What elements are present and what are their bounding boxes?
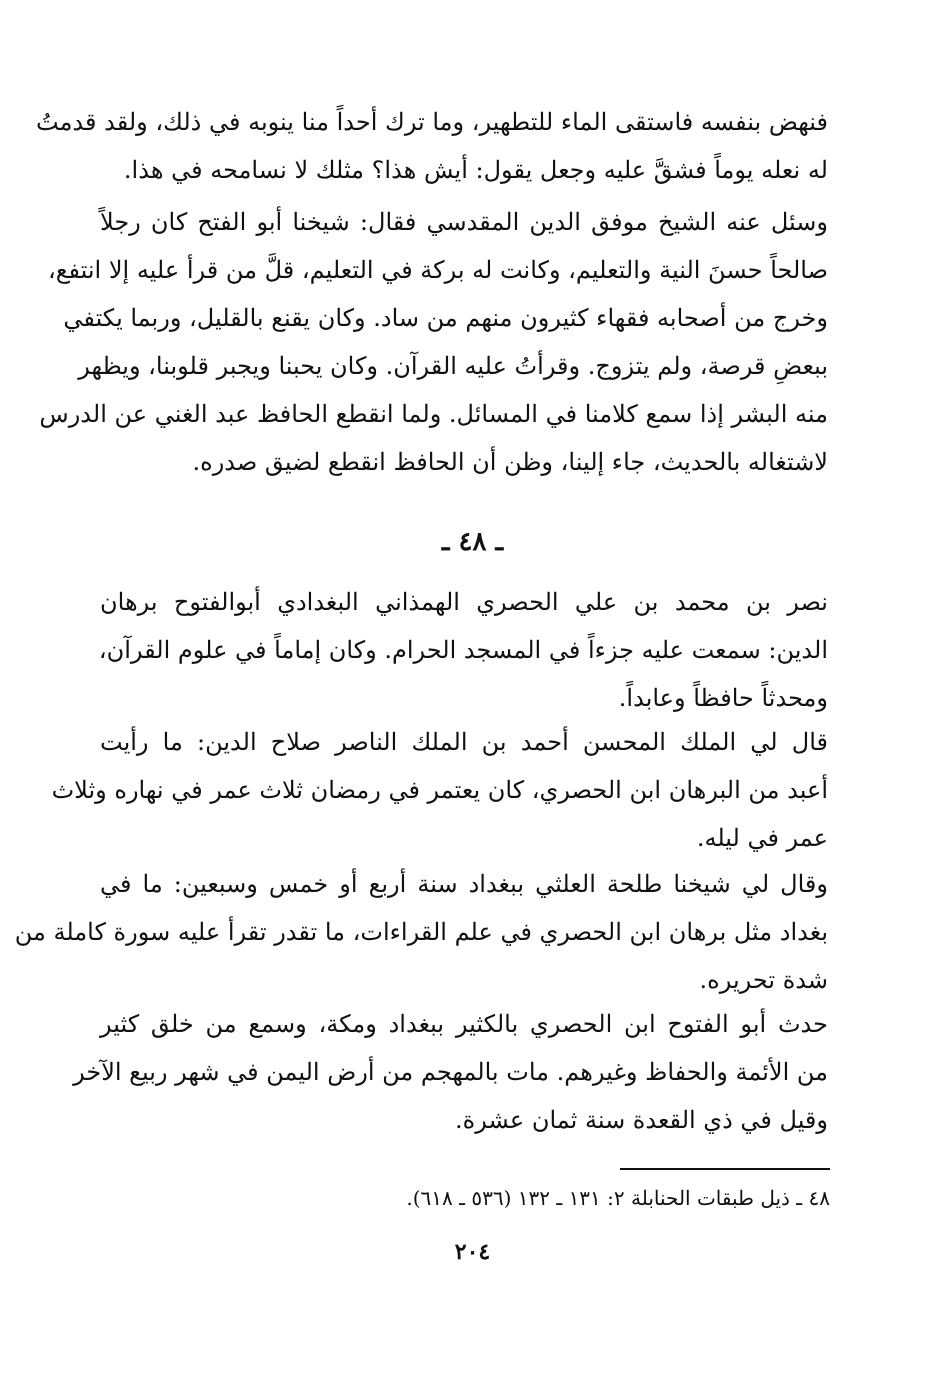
text-line: شدة تحريره. (699, 966, 828, 994)
footnote: ٤٨ ـ ذيل طبقات الحنابلة ٢: ١٣١ ـ ١٣٢ (٥٣٦ ـ ٦١٨). (406, 1186, 830, 1210)
text-line: صالحاً حسنَ النية والتعليم، وكانت له بركة في التعليم، قلَّ من قرأ عليه إلا انتفع، (47, 256, 828, 284)
text-line: من الأئمة والحفاظ وغيرهم. مات بالمهجم من أرض اليمن في شهر ربيع الآخر (73, 1058, 828, 1086)
footnote-divider (620, 1168, 830, 1170)
text-line: منه البشر إذا سمع كلامنا في المسائل. ولما انقطع الحافظ عبد الغني عن الدرس (39, 400, 828, 428)
text-line: وقال لي شيخنا طلحة العلثي ببغداد سنة أربع أو خمس وسبعين: ما في (100, 870, 828, 898)
text-line: ومحدثاً حافظاً وعابداً. (618, 684, 828, 712)
text-line: لاشتغاله بالحديث، جاء إلينا، وظن أن الحافظ انقطع لضيق صدره. (192, 448, 828, 476)
text-line: نصر بن محمد بن علي الحصري الهمذاني البغدادي أبوالفتوح برهان (100, 588, 828, 616)
text-line: فنهض بنفسه فاستقى الماء للتطهير، وما ترك أحداً منا ينوبه في ذلك، ولقد قدمتُ (36, 108, 828, 136)
entry-number-heading: ـ ٤٨ ـ (441, 527, 504, 557)
paragraph-entry-name (100, 578, 828, 722)
text-line: قال لي الملك المحسن أحمد بن الملك الناصر صلاح الدين: ما رأيت (100, 728, 828, 756)
text-line: عمر في ليله. (696, 824, 828, 852)
paragraph-muwaffaq-quote (39, 198, 828, 486)
text-line: بغداد مثل برهان ابن الحصري في علم القراءات، ما تقدر تقرأ عليه سورة كاملة من (14, 918, 828, 946)
paragraph-continuation (36, 98, 828, 194)
text-line: وقيل في ذي القعدة سنة ثمان عشرة. (455, 1106, 828, 1134)
page-number: ٢٠٤ (454, 1239, 491, 1265)
paragraph-death-note (73, 1000, 828, 1144)
paragraph-talha-quote (14, 860, 828, 1004)
text-line: وخرج من أصحابه فقهاء كثيرون منهم من ساد. وكان يقنع بالقليل، وربما يكتفي (63, 304, 828, 332)
text-line: أعبد من البرهان ابن الحصري، كان يعتمر في رمضان ثلاث عمر في نهاره وثلاث (51, 776, 828, 804)
text-line: وسئل عنه الشيخ موفق الدين المقدسي فقال: شيخنا أبو الفتح كان رجلاً (100, 208, 828, 236)
text-line: الدين: سمعت عليه جزءاً في المسجد الحرام. وكان إماماً في علوم القرآن، (98, 636, 828, 664)
text-line: حدث أبو الفتوح ابن الحصري بالكثير ببغداد ومكة، وسمع من خلق كثير (100, 1010, 828, 1038)
text-line: له نعله يوماً فشقَّ عليه وجعل يقول: أيش هذا؟ مثلك لا نسامحه في هذا. (123, 156, 828, 184)
text-line: ببعضِ قرصة، ولم يتزوج. وقرأتُ عليه القرآن. وكان يحبنا ويجبر قلوبنا، ويظهر (78, 352, 828, 380)
paragraph-malik-quote (51, 718, 828, 862)
